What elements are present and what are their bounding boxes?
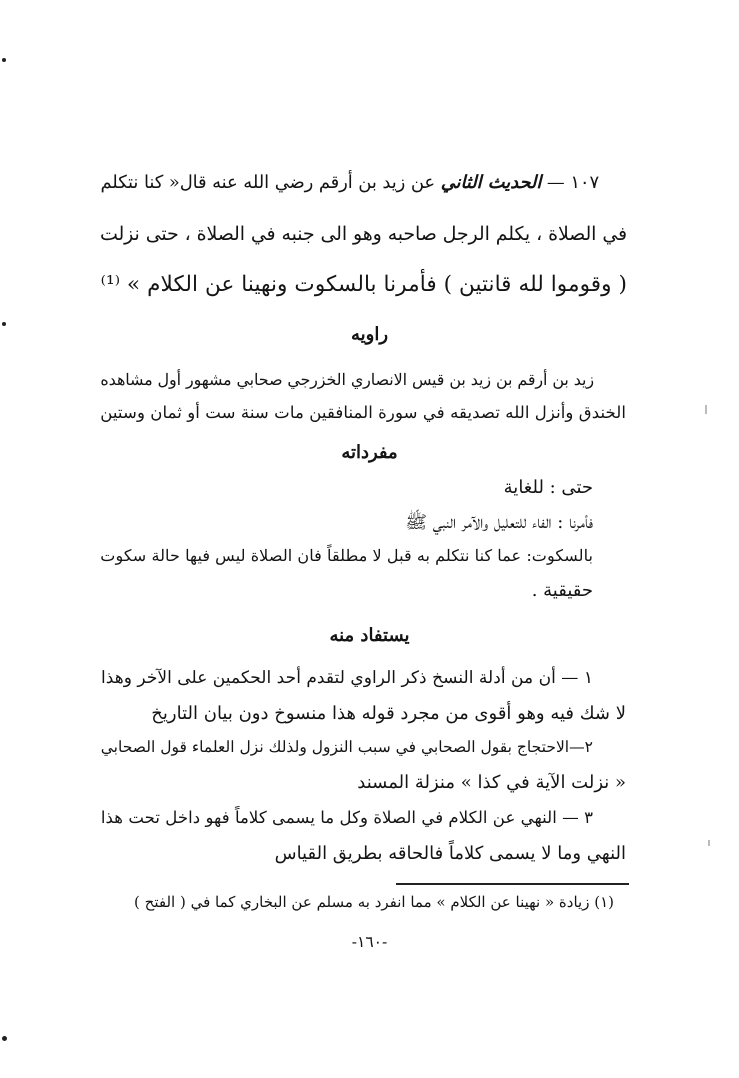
hadith-number: ١٠٧ [570,173,599,193]
benefit-2-line-1: ٢—الاحتجاج بقول الصحابي في سبب النزول ولذلك نزل العلماء قول الصحابي [100,738,593,756]
hadith-label: الحديث الثاني [440,172,542,193]
vocab-item-3-line-2: حقيقية . [531,580,593,601]
vocab-heading: مفرداته [341,442,398,463]
scan-fleck [705,405,707,414]
footnote: (١) زيادة « نهينا عن الكلام » مما انفرد به مسلم عن البخاري كما في ( الفتح ) [134,893,614,911]
scan-speck [2,58,6,62]
scan-speck [2,1036,7,1041]
page-number: -١٦٠- [351,933,388,951]
vocab-item-2: فأمرنا : الفاء للتعليل والآمر النبي ﷺ [405,512,593,533]
vocab-item-3-line-1: بالسكوت: عما كنا نتكلم به قبل لا مطلقاً فان الصلاة ليس فيها حالة سكوت [100,546,593,565]
narrator-line-1: زيد بن أرقم بن زيد بن قيس الانصاري الخزرجي صحابي مشهور أول مشاهده [100,370,594,389]
narrator-line-2: الخندق وأنزل الله تصديقه في سورة المنافقين مات سنة ست أو ثمان وستين [100,403,626,422]
benefit-3-line-1: ٣ — النهي عن الكلام في الصلاة وكل ما يسمى كلاماً فهو داخل تحت هذا [100,808,593,827]
scan-speck [2,322,6,326]
hadith-line-3: ( وقوموا لله قانتين ) فأمرنا بالسكوت ونهينا عن الكلام » ⁽¹⁾ [100,272,627,297]
benefit-2-line-2: « نزلت الآية في كذا » منزلة المسند [357,772,626,793]
benefits-heading: يستفاد منه [329,625,410,646]
hadith-line-1: ١٠٧ — الحديث الثاني عن زيد بن أرقم رضي الله عنه قال« كنا نتكلم [100,172,599,193]
narrator-heading: راويه [350,324,389,345]
hadith-line-2: في الصلاة ، يكلم الرجل صاحبه وهو الى جنبه في الصلاة ، حتى نزلت [100,224,627,245]
scan-fleck [708,840,710,846]
vocab-item-1: حتى : للغاية [503,477,593,498]
benefit-1-line-2: لا شك فيه وهو أقوى من مجرد قوله هذا منسوخ دون بيان التاريخ [151,703,626,724]
footnote-separator [396,883,629,885]
hadith-text-1: عن زيد بن أرقم رضي الله عنه قال« كنا نتكلم [100,173,436,193]
benefit-1-line-1: ١ — أن من أدلة النسخ ذكر الراوي لتقدم أحد الحكمين على الآخر وهذا [101,668,593,688]
benefit-3-line-2: النهي وما لا يسمى كلاماً فالحاقه بطريق القياس [274,843,626,864]
